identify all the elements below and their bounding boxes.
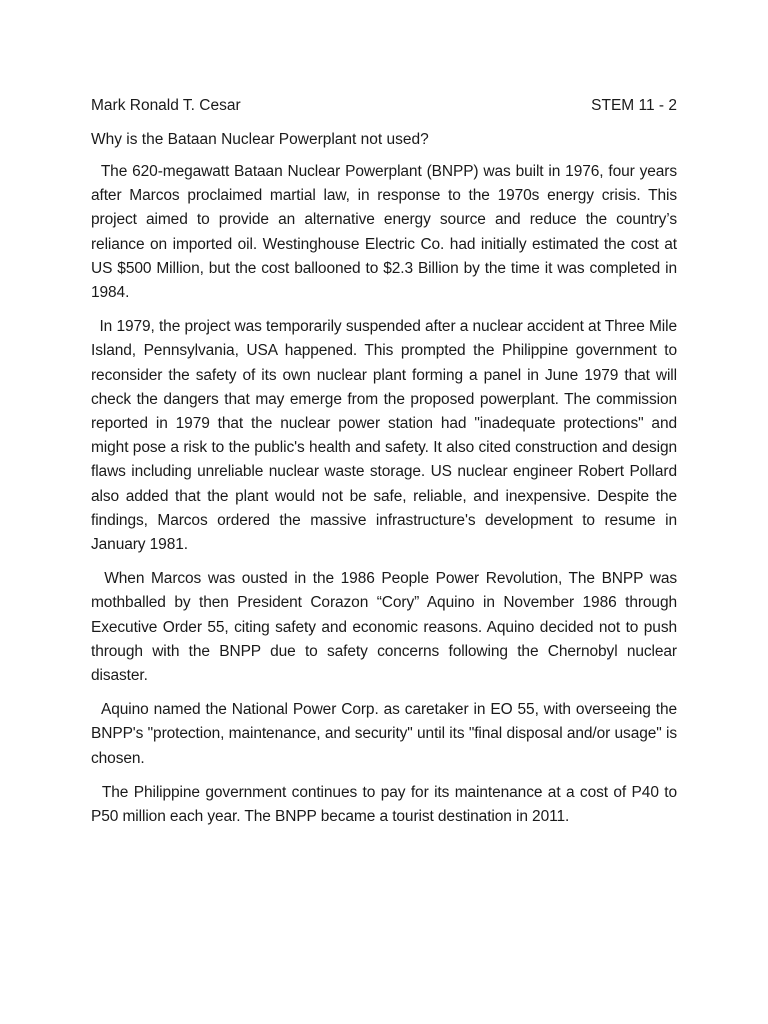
document-page bbox=[91, 94, 677, 829]
paragraph-1: The 620-megawatt Bataan Nuclear Powerplant (BNPP) was built in 1976, four years after Marcos proclaimed martial law, in response to the 1970s energy crisis. This project aimed to provide an alternative energy source and reduce the country’s reliance on imported oil. Westinghouse Electric Co. had initially estimated the cost at US $500 Million, but the cost ballooned to $2.3 Billion by the time it was completed in 1984. bbox=[91, 163, 677, 302]
paragraph-3: When Marcos was ousted in the 1986 People Power Revolution, The BNPP was mothballed by then President Corazon “Cory” Aquino in November 1986 through Executive Order 55, citing safety and economic reasons. Aquino decided not to push through with the BNPP due to safety concerns following the Chernobyl nuclear disaster. bbox=[91, 570, 677, 685]
essay-question: Why is the Bataan Nuclear Powerplant not used? bbox=[91, 131, 429, 148]
author-name: Mark Ronald T. Cesar bbox=[91, 97, 241, 114]
paragraph-5: The Philippine government continues to pay for its maintenance at a cost of P40 to P50 million each year. The BNPP became a tourist destination in 2011. bbox=[91, 783, 677, 826]
document-header bbox=[91, 94, 677, 118]
paragraph-4: Aquino named the National Power Corp. as caretaker in EO 55, with overseeing the BNPP's "protection, maintenance, and security" until its "final disposal and/or usage" is chosen. bbox=[91, 701, 677, 767]
class-section: STEM 11 - 2 bbox=[591, 97, 677, 114]
paragraph-2: In 1979, the project was temporarily suspended after a nuclear accident at Three Mile Island, Pennsylvania, USA happened. This prompted the Philippine government to reconsider the safety of its own nuclear plant forming a panel in June 1979 that will check the dangers that may emerge from the proposed powerplant. The commission reported in 1979 that the nuclear power station had "inadequate protections" and might pose a risk to the public's health and safety. It also cited construction and design flaws including unreliable nuclear waste storage. US nuclear engineer Robert Pollard also added that the plant would not be safe, reliable, and inexpensive. Despite the findings, Marcos ordered the massive infrastructure's development to resume in January 1981. bbox=[91, 318, 677, 554]
